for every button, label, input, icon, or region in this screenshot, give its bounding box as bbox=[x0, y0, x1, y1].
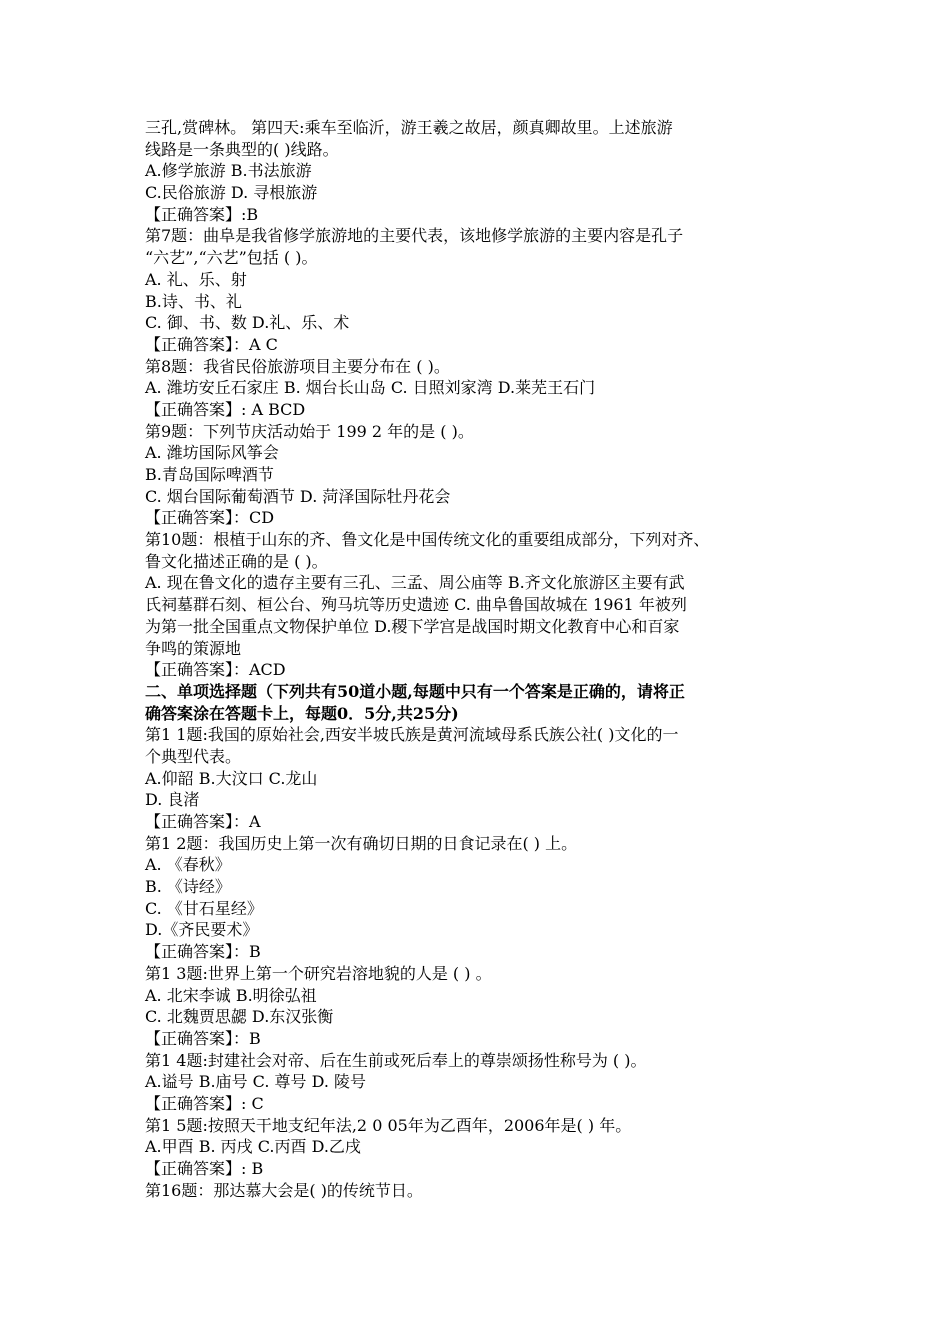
text-line: 争鸣的策源地 bbox=[145, 638, 242, 658]
text-line: B. 《诗经》 bbox=[145, 877, 231, 897]
text-line: 【正确答案】：ACD bbox=[145, 660, 286, 680]
text-line: A. 礼、乐、射 bbox=[145, 269, 247, 289]
text-line: A. 北宋李诚 ﻿B.明徐弘祖 bbox=[145, 985, 317, 1005]
text-line: 个典型代表。 bbox=[145, 746, 242, 766]
text-line: 第7题：曲阜是我省修学旅游地的主要代表，该地修学旅游的主要内容是孔子 bbox=[145, 226, 684, 246]
text-line: A.修学旅游 ﻿B.书法旅游 bbox=[145, 161, 312, 181]
text-line: C. 《甘石星经》 bbox=[145, 898, 263, 918]
text-line: C. 烟台国际葡萄酒节 ﻿D. 菏泽国际牡丹花会 bbox=[145, 486, 451, 506]
text-line: 第1 2题：我国历史上第一次有确切日期的日食记录在( ) 上。 bbox=[145, 833, 578, 853]
text-line: 【正确答案】：A C bbox=[145, 334, 278, 354]
text-line: 【正确答案】：B bbox=[145, 942, 261, 962]
text-line: C. 北魏贾思勰 ﻿D.东汉张衡 bbox=[145, 1007, 334, 1027]
text-line: A. 潍坊安丘石家庄 ﻿B. 烟台长山岛 ﻿C. 日照刘家湾 ﻿D.莱芜王石门 bbox=[145, 378, 596, 398]
text-line: C. 御、书、数 ﻿D.礼、乐、术 bbox=[145, 313, 350, 333]
text-line: A. 《春秋》 bbox=[145, 855, 231, 875]
text-line: 氏祠墓群石刻、桓公台、殉马坑等历史遗迹 ﻿C. 曲阜鲁国故城在 1961 年被列 bbox=[145, 595, 687, 615]
text-line: A.甲酉 ﻿B. 丙戌 ﻿C.丙酉 ﻿D.乙戌 bbox=[145, 1137, 361, 1157]
text-line: D. 良渚 bbox=[145, 790, 200, 810]
text-line: D.《齐民要术》 bbox=[145, 920, 259, 940]
text-line: 线路是一条典型的( )线路。 bbox=[145, 139, 339, 159]
text-line: B.青岛国际啤酒节 bbox=[145, 465, 274, 484]
text-line: 三孔,赏碑林。 第四天:乘车至临沂，游王羲之故居，颜真卿故里。上述旅游 bbox=[145, 118, 673, 137]
text-line: C.民俗旅游 ﻿D. 寻根旅游 bbox=[145, 183, 318, 203]
text-line: 【正确答案】：CD bbox=[145, 508, 275, 528]
text-line: A.仰韶 ﻿B.大汶口 ﻿C.龙山 bbox=[145, 768, 318, 788]
text-line: 第8题：我省民俗旅游项目主要分布在 ( )。 bbox=[145, 356, 450, 376]
text-line: 【正确答案】: C bbox=[145, 1093, 264, 1113]
text-line: 【正确答案】: A BCD bbox=[145, 399, 306, 419]
text-line: 第9题：下列节庆活动始于 199 2 年的是 ( )。 bbox=[145, 421, 474, 441]
text-line: A. 潍坊国际风筝会 bbox=[145, 443, 279, 463]
text-line: 第1 4题:封建社会对帝、后在生前或死后奉上的尊崇颂扬性称号为 ( )。 bbox=[145, 1050, 647, 1070]
text-line: 第1 1题:我国的原始社会,西安半坡氏族是黄河流域母系氏族公社( )文化的一 bbox=[145, 725, 679, 745]
text-line: A. 现在鲁文化的遗存主要有三孔、三孟、周公庙等 ﻿B.齐文化旅游区主要有武 bbox=[145, 573, 685, 593]
text-line: 【正确答案】: B bbox=[145, 1159, 264, 1178]
text-line: B.诗、书、礼 bbox=[145, 291, 242, 311]
text-line: A.谥号 ﻿B.庙号 ﻿C. 尊号 ﻿D. 陵号 bbox=[145, 1072, 367, 1092]
text-line: 【正确答案】：B bbox=[145, 1028, 261, 1048]
text-line: 【正确答案】：A bbox=[145, 812, 261, 831]
document-body bbox=[145, 117, 825, 1201]
text-line: 第1 3题:世界上第一个研究岩溶地貌的人是 ( ) 。 bbox=[145, 963, 492, 983]
text-line: “六艺”,“六艺”包括 ( )。 bbox=[145, 248, 318, 268]
text-line: 第10题：根植于山东的齐、鲁文化是中国传统文化的重要组成部分，下列对齐、 bbox=[145, 530, 710, 550]
text-line: 鲁文化描述正确的是 ( )。 bbox=[145, 551, 328, 571]
section-heading-line: 二、单项选择题（下列共有50道小题,每题中只有一个答案是正确的，请将正 bbox=[145, 681, 685, 701]
text-line: 为第一批全国重点文物保护单位 ﻿D.稷下学宫是战国时期文化教育中心和百家 bbox=[145, 616, 680, 636]
text-line: 第16题：那达慕大会是( )的传统节日。 bbox=[145, 1180, 423, 1200]
section-heading-line: 确答案涂在答题卡上，每题0．5分,共25分) bbox=[145, 703, 459, 723]
text-line: 【正确答案】:B bbox=[145, 204, 259, 224]
text-line: 第1 5题:按照天干地支纪年法,2 0 05年为乙酉年，2006年是( ) 年。 bbox=[145, 1115, 632, 1135]
